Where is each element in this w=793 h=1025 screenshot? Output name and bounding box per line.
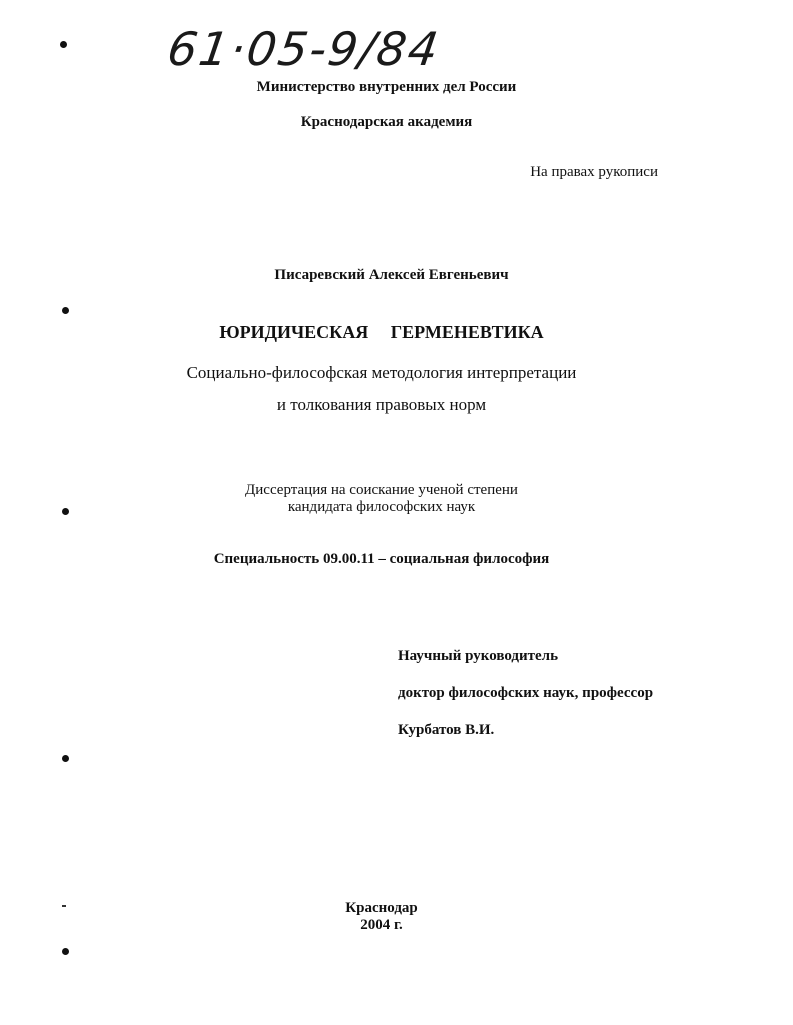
scan-speck: [62, 905, 66, 907]
author-name: Писаревский Алексей Евгеньевич: [274, 267, 509, 283]
supervisor-name: Курбатов В.И.: [398, 722, 495, 738]
manuscript-rights-note: На правах рукописи: [530, 164, 658, 180]
year: 2004 г.: [360, 917, 403, 933]
subtitle-line-1: Социально-философская методология интерпретации: [186, 363, 577, 382]
city: Краснодар: [345, 900, 418, 916]
hole-punch-mark: [62, 307, 69, 314]
handwritten-catalog-number: 61·05-9/84: [164, 22, 444, 76]
degree-statement-line-2: кандидата философских наук: [287, 499, 476, 515]
supervisor-degree: доктор философских наук, профессор: [398, 685, 654, 701]
hole-punch-mark: [62, 755, 69, 762]
degree-statement-line-1: Диссертация на соискание ученой степени: [245, 482, 518, 498]
dissertation-title: ЮРИДИЧЕСКАЯ ГЕРМЕНЕВТИКА: [219, 322, 544, 342]
academy-name: Краснодарская академия: [300, 114, 473, 130]
subtitle-line-2: и толкования правовых норм: [276, 395, 487, 414]
hole-punch-mark: [60, 41, 67, 48]
supervisor-role: Научный руководитель: [398, 648, 558, 664]
hole-punch-mark: [62, 508, 69, 515]
hole-punch-mark: [62, 948, 69, 955]
ministry-name: Министерство внутренних дел России: [256, 79, 517, 95]
specialty-line: Специальность 09.00.11 – социальная философия: [213, 551, 550, 567]
